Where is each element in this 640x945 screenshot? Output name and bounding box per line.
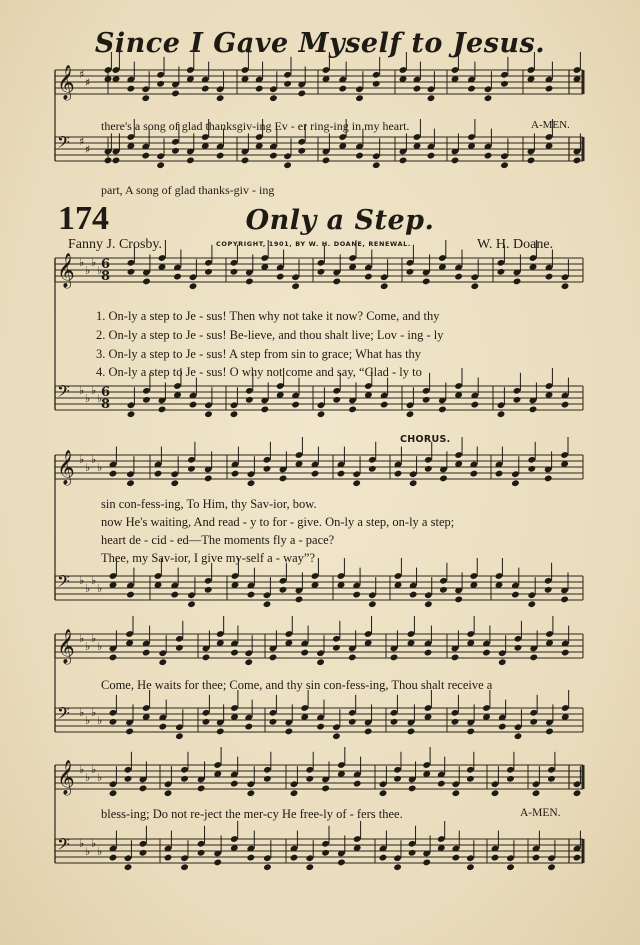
note-head: [529, 406, 538, 414]
note-head: [451, 654, 460, 662]
note-head: [186, 157, 195, 165]
prev-lyric-line-2: part, A song of glad thanks-giv - ing: [101, 183, 275, 197]
note-head: [452, 789, 461, 797]
note-head: [413, 85, 422, 93]
note-head: [439, 586, 448, 594]
bass-clef-icon: 𝄢: [57, 703, 70, 727]
note-head: [337, 470, 346, 478]
system3-line: Come, He waits for thee; Come, and thy sin con-fess-ing, Thou shalt receive a: [101, 678, 493, 692]
time-signature-digit: 6: [101, 257, 111, 272]
note-head: [247, 479, 256, 487]
note-head: [437, 780, 446, 788]
flat-icon: ♭: [85, 582, 91, 595]
flat-icon: ♭: [85, 461, 91, 474]
note-head: [263, 600, 272, 608]
note-head: [529, 654, 538, 662]
flat-icon: ♭: [97, 264, 103, 277]
note-head: [285, 728, 294, 736]
note-head: [204, 410, 213, 418]
treble-clef-icon: 𝄞: [57, 253, 75, 288]
note-head: [300, 649, 309, 657]
note-head: [231, 470, 240, 478]
note-head: [164, 789, 173, 797]
note-head: [532, 854, 541, 862]
note-head: [255, 85, 264, 93]
note-head: [245, 278, 254, 286]
note-head: [561, 649, 570, 657]
prev-lyric-line: there's a song of glad thanksgiv-ing Ev - er ring-ing in my heart.: [101, 119, 410, 133]
sharp-icon: ♯: [79, 68, 85, 81]
flat-icon: ♭: [85, 640, 91, 653]
note-head: [109, 854, 118, 862]
flat-icon: ♭: [91, 706, 97, 719]
note-head: [484, 152, 493, 160]
note-head: [189, 401, 198, 409]
note-head: [332, 278, 341, 286]
note-head: [393, 775, 402, 783]
time-signature-digit: 8: [101, 269, 111, 284]
note-head: [380, 282, 389, 290]
note-head: [260, 406, 269, 414]
flat-icon: ♭: [85, 392, 91, 405]
note-head: [158, 406, 167, 414]
note-head: [394, 470, 403, 478]
note-head: [408, 849, 417, 857]
note-head: [202, 718, 211, 726]
note-head: [348, 406, 357, 414]
note-head: [482, 649, 491, 657]
note-head: [424, 649, 433, 657]
system2-line-1: sin con-fess-ing, To Him, thy Sav-ior, bow.: [101, 497, 317, 511]
note-head: [560, 596, 569, 604]
note-head: [424, 600, 433, 608]
time-signature-digit: 6: [101, 385, 111, 400]
note-head: [409, 479, 418, 487]
note-head: [368, 465, 377, 473]
flat-icon: ♭: [97, 771, 103, 784]
note-head: [247, 591, 256, 599]
note-head: [109, 789, 118, 797]
note-head: [125, 728, 134, 736]
time-signature-digit: 8: [101, 397, 111, 412]
note-head: [230, 649, 239, 657]
note-head: [506, 863, 515, 871]
note-head: [332, 732, 341, 740]
note-head: [368, 600, 377, 608]
note-head: [127, 85, 136, 93]
note-head: [470, 282, 479, 290]
note-head: [422, 396, 431, 404]
chorus-label: CHORUS.: [400, 434, 451, 445]
system4-line: bless-ing; Do not re-ject the mer-cy He free-ly of - fers thee.: [101, 807, 403, 821]
note-head: [158, 723, 167, 731]
bass-clef-icon: 𝄢: [57, 132, 70, 156]
note-head: [269, 654, 278, 662]
note-head: [276, 273, 285, 281]
note-head: [139, 785, 148, 793]
note-head: [379, 854, 388, 862]
system2-line-4: Thee, my Sav-ior, I give my-self a - way”?: [101, 551, 316, 565]
note-head: [142, 278, 151, 286]
flat-icon: ♭: [79, 574, 85, 587]
note-head: [561, 401, 570, 409]
note-head: [295, 596, 304, 604]
flat-icon: ♭: [79, 763, 85, 776]
flat-icon: ♭: [85, 714, 91, 727]
note-head: [573, 157, 582, 165]
note-head: [126, 591, 135, 599]
note-head: [175, 732, 184, 740]
note-head: [406, 410, 415, 418]
note-head: [247, 789, 256, 797]
note-head: [201, 85, 210, 93]
copyright: COPYRIGHT, 1901, BY W. H. DOANE, RENEWAL.: [216, 240, 411, 248]
note-head: [348, 718, 357, 726]
note-head: [454, 596, 463, 604]
note-head: [279, 586, 288, 594]
bass-clef-icon: 𝄢: [57, 834, 70, 858]
note-head: [263, 465, 272, 473]
note-head: [466, 728, 475, 736]
note-head: [364, 273, 373, 281]
note-head: [269, 152, 278, 160]
note-head: [545, 273, 554, 281]
note-head: [439, 475, 448, 483]
system2-line-2: now He's waiting, And read - y to for - give. On-ly a step, on-ly a step;: [101, 515, 455, 529]
note-head: [297, 90, 306, 98]
note-head: [352, 591, 361, 599]
note-head: [544, 586, 553, 594]
note-head: [427, 152, 436, 160]
flat-icon: ♭: [79, 384, 85, 397]
flat-icon: ♭: [91, 632, 97, 645]
note-head: [187, 600, 196, 608]
note-head: [316, 658, 325, 666]
note-head: [321, 785, 330, 793]
note-head: [380, 401, 389, 409]
note-head: [141, 152, 150, 160]
note-head: [241, 157, 250, 165]
note-head: [372, 161, 381, 169]
note-head: [156, 161, 165, 169]
system2-line-3: heart de - cid - ed—The moments fly a - pace?: [101, 533, 335, 547]
note-head: [495, 470, 504, 478]
note-head: [311, 470, 320, 478]
note-head: [527, 600, 536, 608]
note-head: [230, 410, 239, 418]
note-head: [141, 94, 150, 102]
note-head: [497, 268, 506, 276]
note-head: [290, 854, 299, 862]
bass-clef-icon: 𝄢: [57, 381, 70, 405]
verse-2: 2. On-ly a step to Je - sus! Be-lieve, and thou shalt live; Lov - ing - ly: [96, 328, 444, 342]
flat-icon: ♭: [91, 384, 97, 397]
prev-amen: A-MEN.: [531, 119, 570, 131]
note-head: [112, 157, 121, 165]
note-head: [547, 775, 556, 783]
note-head: [322, 157, 331, 165]
note-head: [379, 789, 388, 797]
note-head: [470, 401, 479, 409]
note-head: [154, 470, 163, 478]
treble-clef-icon: 𝄞: [57, 629, 75, 664]
note-head: [245, 396, 254, 404]
note-head: [355, 94, 364, 102]
note-head: [545, 85, 554, 93]
note-head: [158, 658, 167, 666]
note-head: [424, 465, 433, 473]
note-head: [332, 396, 341, 404]
note-head: [171, 90, 180, 98]
note-head: [297, 147, 306, 155]
treble-clef-icon: 𝄞: [57, 450, 75, 485]
note-head: [545, 728, 554, 736]
hymn-title: Only a Step.: [245, 205, 435, 236]
note-head: [305, 775, 314, 783]
note-head: [337, 859, 346, 867]
note-head: [451, 718, 460, 726]
note-head: [171, 147, 180, 155]
flat-icon: ♭: [91, 453, 97, 466]
note-head: [244, 723, 253, 731]
note-head: [491, 854, 500, 862]
note-head: [390, 654, 399, 662]
note-head: [422, 278, 431, 286]
note-head: [390, 718, 399, 726]
author: Fanny J. Crosby.: [68, 237, 162, 252]
note-head: [573, 789, 582, 797]
note-head: [451, 157, 460, 165]
note-head: [500, 161, 509, 169]
note-head: [364, 728, 373, 736]
verse-4: 4. On-ly a step to Je - sus! O why not come and say, “Glad - ly to: [96, 365, 422, 379]
note-head: [156, 80, 165, 88]
note-head: [124, 775, 133, 783]
note-head: [529, 718, 538, 726]
note-head: [283, 80, 292, 88]
flat-icon: ♭: [91, 763, 97, 776]
note-head: [484, 94, 493, 102]
note-head: [189, 282, 198, 290]
note-head: [173, 273, 182, 281]
note-head: [511, 591, 520, 599]
previous-hymn-title: Since I Gave Myself to Jesus.: [94, 28, 546, 59]
note-head: [407, 728, 416, 736]
note-head: [244, 658, 253, 666]
note-head: [406, 268, 415, 276]
note-head: [316, 723, 325, 731]
note-head: [511, 479, 520, 487]
note-head: [561, 282, 570, 290]
note-head: [305, 863, 314, 871]
note-head: [422, 859, 431, 867]
note-head: [124, 863, 133, 871]
note-head: [355, 152, 364, 160]
bass-clef-icon: 𝄢: [57, 571, 70, 595]
note-head: [197, 849, 206, 857]
flat-icon: ♭: [85, 264, 91, 277]
note-head: [230, 268, 239, 276]
note-head: [263, 863, 272, 871]
note-head: [408, 785, 417, 793]
flat-icon: ♭: [97, 845, 103, 858]
note-head: [497, 410, 506, 418]
note-head: [506, 775, 515, 783]
note-head: [514, 732, 523, 740]
note-head: [142, 396, 151, 404]
note-head: [466, 863, 475, 871]
note-head: [269, 718, 278, 726]
sharp-icon: ♯: [85, 76, 91, 89]
flat-icon: ♭: [79, 837, 85, 850]
note-head: [467, 85, 476, 93]
flat-icon: ♭: [97, 582, 103, 595]
note-head: [491, 789, 500, 797]
note-head: [514, 644, 523, 652]
note-head: [230, 780, 239, 788]
note-head: [399, 157, 408, 165]
note-head: [109, 654, 118, 662]
note-head: [513, 278, 522, 286]
note-head: [197, 785, 206, 793]
note-head: [180, 863, 189, 871]
note-head: [170, 479, 179, 487]
note-head: [498, 658, 507, 666]
note-head: [279, 475, 288, 483]
note-head: [204, 475, 213, 483]
note-head: [127, 410, 136, 418]
flat-icon: ♭: [79, 706, 85, 719]
note-head: [109, 718, 118, 726]
flat-icon: ♭: [85, 845, 91, 858]
note-head: [213, 859, 222, 867]
note-head: [291, 401, 300, 409]
note-head: [338, 85, 347, 93]
composer: W. H. Doane.: [477, 237, 554, 252]
flat-icon: ♭: [91, 837, 97, 850]
note-head: [527, 465, 536, 473]
note-head: [454, 273, 463, 281]
note-head: [283, 161, 292, 169]
note-head: [175, 644, 184, 652]
note-head: [352, 479, 361, 487]
note-head: [513, 396, 522, 404]
note-head: [466, 775, 475, 783]
verse-3: 3. On-ly a step to Je - sus! A step from sin to grace; What has thy: [96, 347, 422, 361]
treble-clef-icon: 𝄞: [57, 65, 75, 100]
sharp-icon: ♯: [85, 143, 91, 156]
flat-icon: ♭: [97, 640, 103, 653]
hymn-number: 174: [58, 200, 109, 237]
note-head: [452, 854, 461, 862]
flat-icon: ♭: [97, 461, 103, 474]
note-head: [527, 157, 536, 165]
flat-icon: ♭: [85, 771, 91, 784]
note-head: [332, 644, 341, 652]
note-head: [247, 854, 256, 862]
flat-icon: ♭: [79, 632, 85, 645]
note-head: [291, 282, 300, 290]
note-head: [290, 789, 299, 797]
note-head: [109, 470, 118, 478]
note-head: [180, 775, 189, 783]
note-head: [393, 863, 402, 871]
note-head: [544, 475, 553, 483]
note-head: [348, 654, 357, 662]
note-head: [216, 94, 225, 102]
note-head: [321, 849, 330, 857]
note-head: [269, 94, 278, 102]
note-head: [427, 94, 436, 102]
note-head: [532, 789, 541, 797]
note-head: [372, 80, 381, 88]
note-head: [263, 775, 272, 783]
note-head: [204, 268, 213, 276]
note-head: [409, 591, 418, 599]
flat-icon: ♭: [91, 574, 97, 587]
flat-icon: ♭: [91, 256, 97, 269]
note-head: [142, 649, 151, 657]
note-head: [317, 410, 326, 418]
note-head: [469, 470, 478, 478]
treble-clef-icon: 𝄞: [57, 760, 75, 795]
note-head: [500, 80, 509, 88]
flat-icon: ♭: [97, 392, 103, 405]
sharp-icon: ♯: [79, 135, 85, 148]
flat-icon: ♭: [97, 714, 103, 727]
note-head: [353, 780, 362, 788]
note-head: [438, 406, 447, 414]
note-head: [164, 854, 173, 862]
note-head: [317, 268, 326, 276]
note-head: [573, 854, 582, 862]
flat-icon: ♭: [79, 453, 85, 466]
note-head: [104, 157, 113, 165]
note-head: [204, 586, 213, 594]
note-head: [127, 268, 136, 276]
verse-1: 1. On-ly a step to Je - sus! Then why not take it now? Come, and thy: [96, 309, 440, 323]
flat-icon: ♭: [79, 256, 85, 269]
note-head: [170, 591, 179, 599]
final-amen: A-MEN.: [520, 807, 561, 819]
note-head: [547, 863, 556, 871]
note-head: [216, 728, 225, 736]
note-head: [139, 849, 148, 857]
note-head: [216, 152, 225, 160]
note-head: [126, 479, 135, 487]
note-head: [202, 654, 211, 662]
note-head: [498, 723, 507, 731]
note-head: [187, 465, 196, 473]
